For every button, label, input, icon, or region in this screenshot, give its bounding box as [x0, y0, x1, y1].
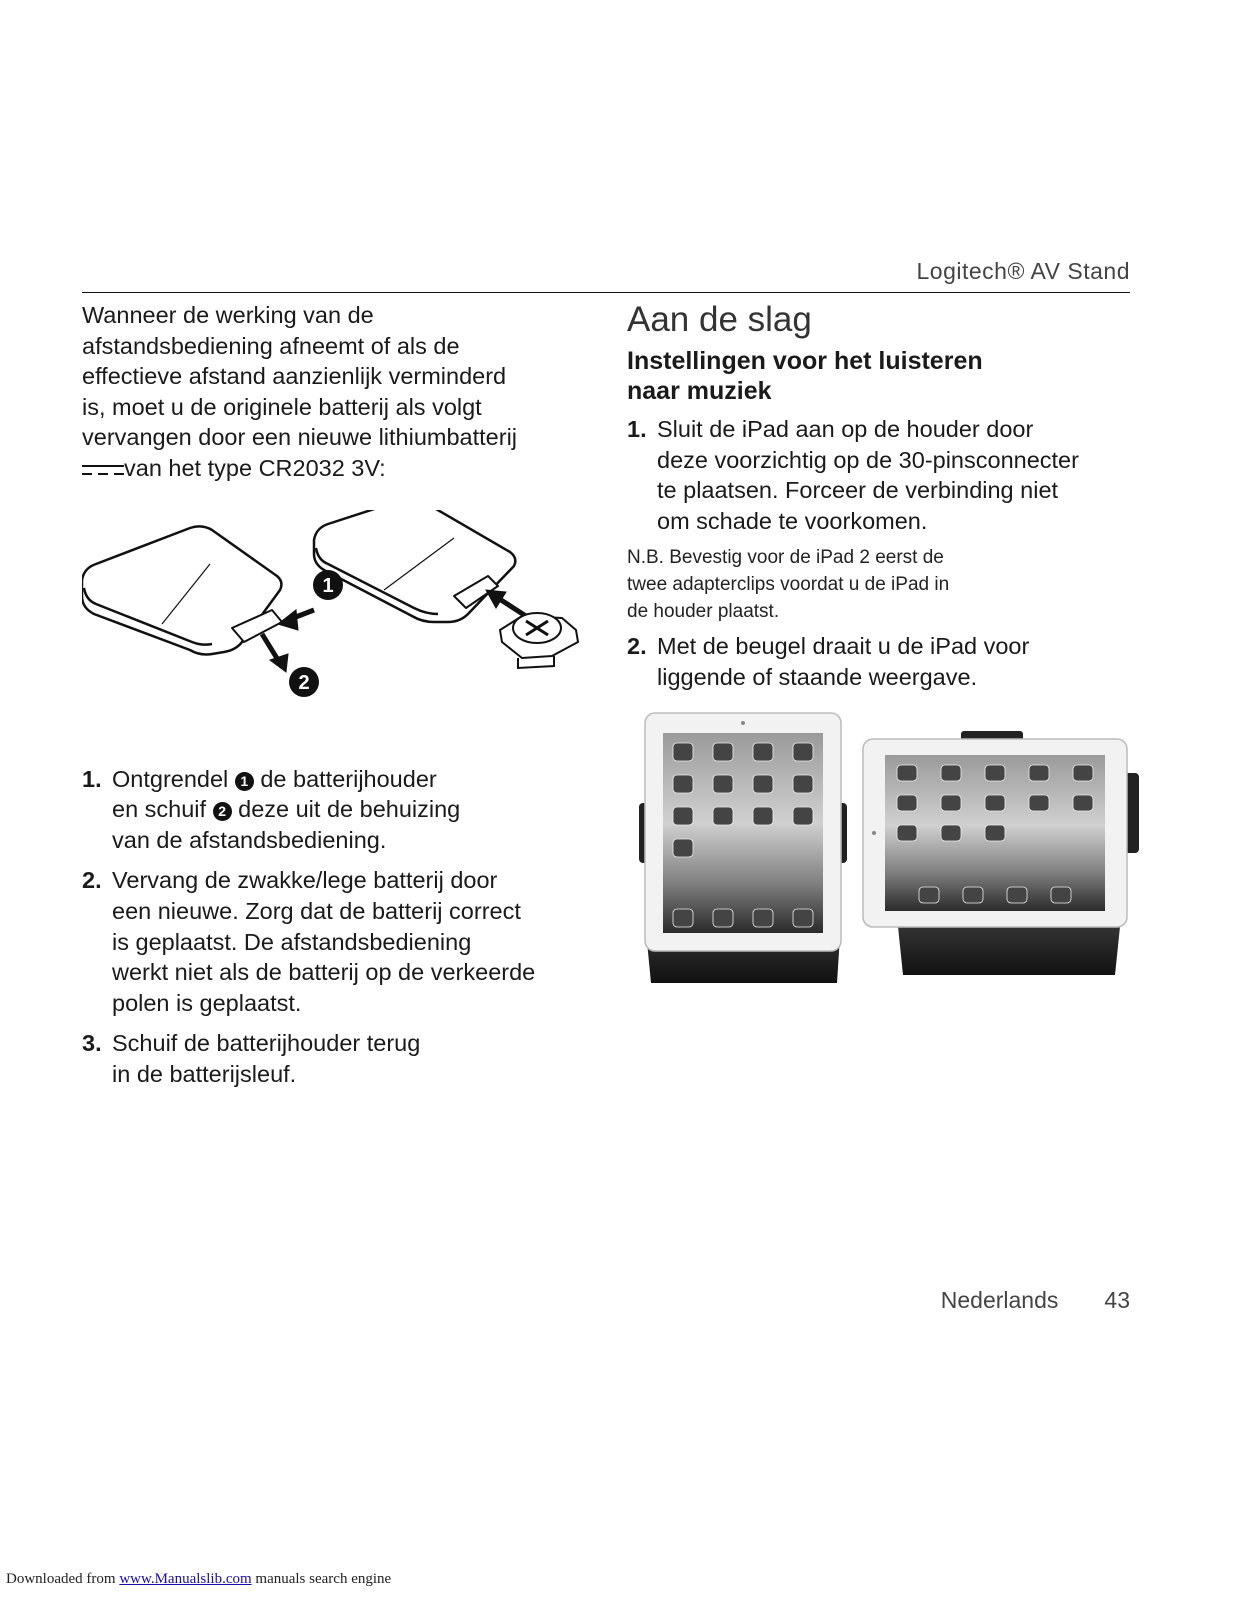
subheading-line: naar muziek [627, 377, 772, 405]
note-line: twee adapterclips voordat u de iPad in [627, 574, 950, 596]
left-column [82, 300, 602, 1090]
step-text: deze uit de behuizing [231, 796, 461, 823]
battery-replacement-illustration [82, 510, 602, 720]
intro-line: vervangen door een nieuwe lithiumbatterij [82, 424, 518, 451]
list-item [627, 631, 1147, 692]
setup-steps-list-2 [627, 631, 1147, 692]
step-text: Ontgrendel [112, 765, 235, 792]
step-number: 2. [82, 867, 102, 894]
step-text: van de afstandsbediening. [112, 826, 387, 853]
step-text: is geplaatst. De afstandsbediening [112, 928, 472, 955]
figure-marker-2-text: 2 [298, 671, 310, 694]
subheading-line: Instellingen voor het luisteren [627, 347, 983, 375]
step-text: deze voorzichtig op de 30-pinsconnecter [657, 446, 1079, 473]
section-heading: Aan de slag [627, 300, 812, 339]
list-item [82, 764, 602, 856]
page-footer [941, 1287, 1130, 1314]
battery-steps-list [82, 764, 602, 1090]
remote-right-drawing [314, 510, 515, 622]
note-line: N.B. Bevestig voor de iPad 2 eerst de [627, 547, 944, 569]
step-text: Schuif de batterijhouder terug [112, 1030, 421, 1057]
note-line: de houder plaatst. [627, 601, 780, 623]
step-text: en schuif [112, 796, 213, 823]
figure-marker-1-text: 1 [322, 574, 334, 597]
marker-1-icon: 1 [235, 772, 254, 791]
step-number: 1. [627, 416, 647, 442]
list-item [82, 1028, 602, 1089]
download-notice [6, 1571, 391, 1588]
intro-line: afstandsbediening afneemt of als de [82, 332, 460, 359]
figure-marker-2 [289, 667, 319, 697]
manualslib-link[interactable]: www.Manualslib.com [119, 1571, 252, 1587]
intro-paragraph [82, 300, 602, 484]
intro-line: effectieve afstand aanzienlijk verminderd [82, 363, 507, 390]
page-number: 43 [1104, 1287, 1130, 1313]
step-number: 2. [627, 633, 647, 660]
battery-coin-drawing [500, 613, 578, 668]
step-text: werkt niet als de batterij op de verkeerde [112, 959, 536, 986]
right-column [627, 300, 1147, 983]
step-number: 1. [82, 765, 102, 792]
download-suffix: manuals search engine [251, 1571, 392, 1587]
header-rule [82, 292, 1130, 293]
list-item [627, 414, 1147, 536]
step-text: om schade te voorkomen. [657, 507, 928, 534]
running-header: Logitech® AV Stand [916, 258, 1130, 284]
step-text: Vervang de zwakke/lege batterij door [112, 867, 498, 894]
footer-language: Nederlands [940, 1287, 1059, 1313]
intro-line: van het type CR2032 3V: [124, 454, 386, 481]
step-text: in de batterijsleuf. [112, 1060, 297, 1087]
step-text: een nieuwe. Zorg dat de batterij correct [112, 897, 521, 924]
step-text: Sluit de iPad aan op de houder door [657, 416, 1034, 442]
intro-line: Wanneer de werking van de [82, 302, 374, 328]
step-text: liggende of staande weergave. [657, 663, 978, 690]
step-text: polen is geplaatst. [112, 989, 302, 1016]
remote-left-drawing [82, 526, 282, 654]
portrait-ipad-drawing [639, 713, 847, 983]
marker-2-icon: 2 [213, 802, 232, 821]
intro-line: is, moet u de originele batterij als volgt [82, 393, 482, 420]
step-text: Met de beugel draait u de iPad voor [657, 633, 1030, 660]
note-paragraph [627, 544, 1147, 625]
dc-symbol-icon [82, 463, 124, 477]
step-text: de batterijhouder [253, 765, 437, 792]
landscape-ipad-drawing [863, 731, 1139, 975]
setup-steps-list [627, 414, 1147, 536]
section-subheading [627, 346, 1147, 406]
step-text: te plaatsen. Forceer de verbinding niet [657, 477, 1059, 504]
ipad-stand-photo [627, 703, 1147, 983]
list-item [82, 865, 602, 1018]
figure-marker-1 [313, 570, 343, 600]
step-number: 3. [82, 1030, 102, 1057]
download-prefix: Downloaded from [6, 1571, 120, 1587]
